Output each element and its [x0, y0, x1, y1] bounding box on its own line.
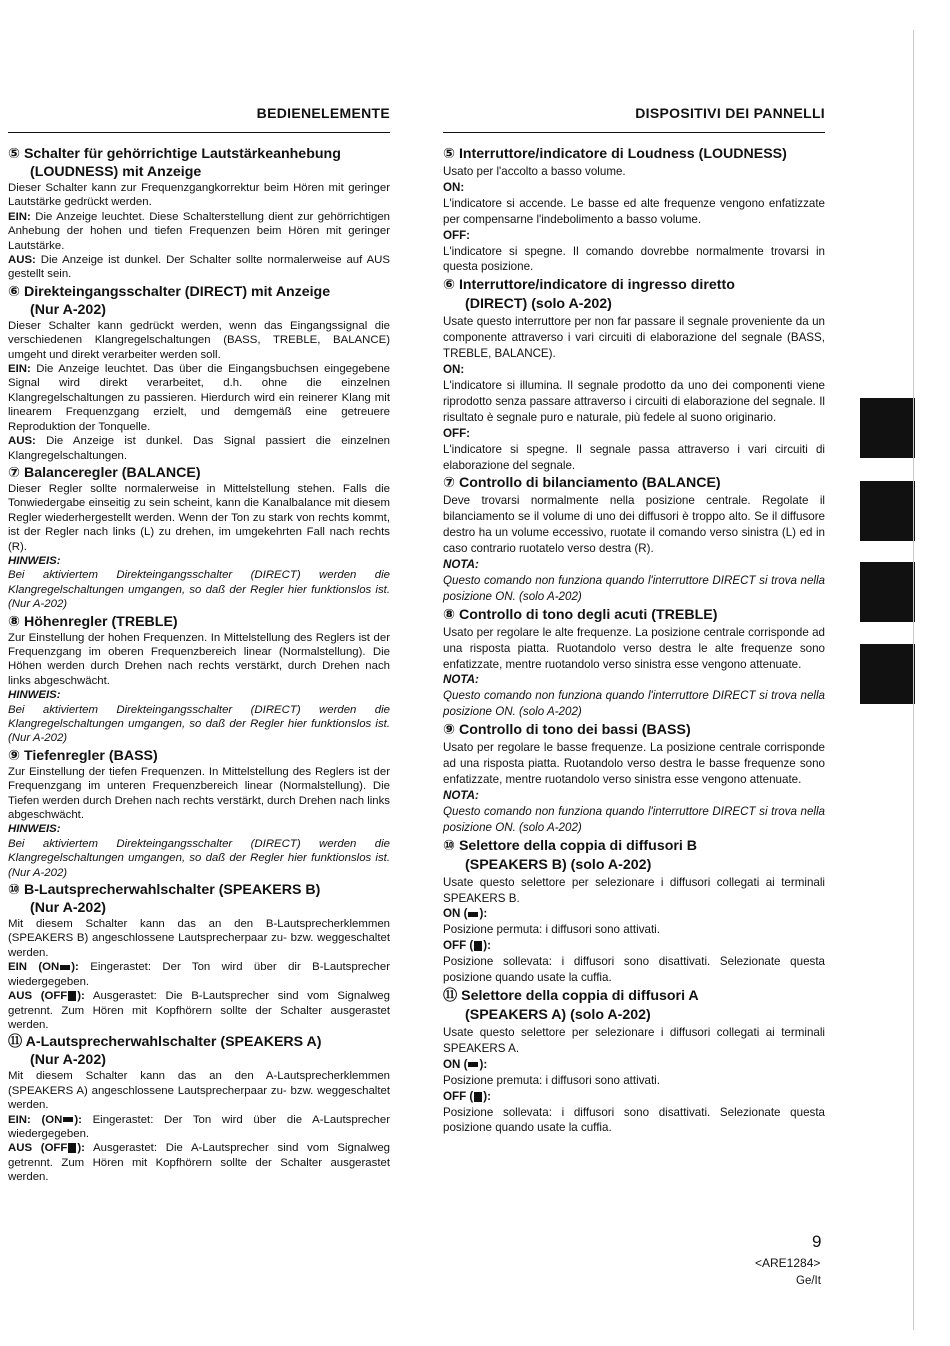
section-title-line1: ⑩ Selettore della coppia di diffusori B: [443, 837, 698, 854]
right-column-header: DISPOSITIVI DEI PANNELLI: [443, 105, 825, 133]
paragraph: [8, 181, 390, 210]
paragraph: [8, 822, 390, 836]
section-title-line2: (Nur A-202): [30, 1052, 106, 1069]
section: [443, 606, 825, 720]
paragraph: [8, 362, 390, 434]
paragraph: [443, 938, 825, 954]
section: [8, 145, 390, 282]
document-code: <ARE1284>: [755, 1256, 821, 1270]
term-label: EIN: (ON: [8, 1113, 63, 1126]
term-label: OFF (: [443, 1089, 474, 1103]
paragraph: [443, 1057, 825, 1073]
section-title-line1: ⑩ B-Lautsprecherwahlschalter (SPEAKERS B): [8, 882, 321, 899]
paragraph-text: Usate questo interruttore per non far passare il segnale proveniente da un componente attraverso i vari circuiti di elaborazione del segnale (BASS, TREBLE, BALANCE).: [443, 315, 825, 361]
section: [8, 747, 390, 880]
term-label: EIN:: [8, 210, 31, 223]
paragraph: [8, 703, 390, 746]
note-label: HINWEIS:: [8, 689, 61, 702]
term-label: AUS:: [8, 254, 36, 267]
paragraph-text: Posizione premuta: i diffusori sono attivati.: [443, 1073, 660, 1087]
paragraph: [8, 210, 390, 253]
paragraph: [443, 625, 825, 673]
term-label: AUS (OFF: [8, 1142, 68, 1155]
paragraph-text: Ausgerastet: Die A-Lautsprecher sind vom Signalweg getrennt. Zum Hören mit Kopfhörern sollte der Schalter ausgerastet werden.: [8, 1142, 390, 1184]
edge-tab-2: [860, 481, 915, 541]
paragraph-text: Ausgerastet: Die B-Lautsprecher sind vom Signalweg getrennt. Zum Hören mit Kopfhörern sollte der Schalter ausgerastet werden.: [8, 990, 390, 1031]
section: [443, 987, 825, 1136]
paragraph-text: Mit diesem Schalter kann das an den B-Lautsprecherklemmen (SPEAKERS B) angeschlossene Lautsprecherpaar zu- bzw. weggeschaltet werden.: [8, 918, 390, 959]
section-title-line1: ⑨ Controllo di tono dei bassi (BASS): [443, 722, 691, 739]
term-label: EIN (ON: [8, 961, 60, 974]
note-text: Bei aktiviertem Direkteingangsschalter (DIRECT) werden die Klangregelschaltungen umgangen, so daß der Regler hier funktionslos ist. (Nur A-202): [8, 569, 390, 611]
paragraph: [8, 1141, 390, 1184]
paragraph: [443, 1089, 825, 1105]
switch-released-icon: [474, 1092, 482, 1102]
language-code: Ge/It: [796, 1275, 821, 1287]
paragraph-text: L'indicatore si spegne. Il segnale passa attraverso i vari circuiti di elaborazione del segnale.: [443, 442, 825, 472]
term-label: OFF:: [443, 426, 471, 440]
right-column: [443, 105, 825, 1136]
section: [443, 145, 825, 275]
paragraph: [8, 568, 390, 611]
paragraph-text: Die Anzeige leuchtet. Das über die Eingangsbuchsen eingegebene Signal wird direkt verarbeitet, d.h. ohne die einzelnen Klangregelschaltungen zu passieren. Hierdurch wird ein reinerer Klang mit linearem Frequenzgang erzielt, und demgemäß eine getreuere Reproduktion der Tonquelle.: [8, 363, 390, 433]
section-title-line1: ⑪ Selettore della coppia di diffusori A: [443, 987, 699, 1004]
section-title-line2: (DIRECT) (solo A-202): [465, 296, 612, 313]
paragraph-text: L'indicatore si spegne. Il comando dovrebbe normalmente trovarsi in questa posizione.: [443, 244, 825, 274]
section-title-line1: ⑨ Tiefenregler (BASS): [8, 747, 158, 764]
paragraph: [443, 244, 825, 276]
edge-tab-1: [860, 398, 915, 458]
term-label-end: ):: [77, 990, 85, 1003]
term-label-end: ):: [74, 1113, 82, 1126]
left-column-header: BEDIENELEMENTE: [8, 105, 390, 133]
paragraph: [8, 482, 390, 554]
section-title-line1: ⑤ Schalter für gehörrichtige Lautstärkeanhebung: [8, 146, 341, 162]
paragraph: [443, 426, 825, 442]
paragraph: [443, 164, 825, 180]
paragraph: [8, 434, 390, 463]
paragraph-text: Dieser Schalter kann gedrückt werden, wenn das Eingangssignal die verschiedenen Klangregelschaltungen (BASS, TREBLE, BALANCE) umgeht und direkt verarbeiter werden soll.: [8, 319, 390, 361]
paragraph: [443, 804, 825, 836]
paragraph-text: Posizione sollevata: i diffusori sono disattivati. Selezionate questa posizione quando usate la cuffia.: [443, 955, 825, 985]
section-title: [443, 606, 825, 625]
paragraph: [8, 1113, 390, 1142]
paragraph: [443, 954, 825, 986]
note-label: NOTA:: [443, 558, 479, 572]
left-column: [8, 105, 390, 1185]
section-title: [8, 747, 390, 765]
paragraph-text: Usato per l'accolto a basso volume.: [443, 165, 626, 178]
term-label-end: ):: [77, 1142, 85, 1155]
paragraph: [443, 875, 825, 907]
paragraph-text: Posizione permuta: i diffusori sono attivati.: [443, 923, 660, 937]
switch-released-icon: [68, 1143, 76, 1153]
paragraph: [8, 253, 390, 282]
paragraph: [443, 196, 825, 228]
section-title: [8, 613, 390, 631]
note-text: Questo comando non funziona quando l'interruttore DIRECT si trova nella posizione ON. (solo A-202): [443, 689, 825, 719]
paragraph-text: Eingerastet: Der Ton wird über die A-Lautsprecher wiedergegeben.: [8, 1113, 390, 1140]
section: [443, 721, 825, 835]
paragraph: [443, 442, 825, 474]
paragraph: [443, 314, 825, 362]
paragraph: [443, 688, 825, 720]
paragraph-text: Zur Einstellung der tiefen Frequenzen. In Mittelstellung des Reglers ist der Frequenzgang im unteren Frequenzbereich linear (Normalstellung). Die Tiefen werden durch Drehen nach rechts verstärkt, durch Drehen nach links abgeschwächt.: [8, 765, 390, 822]
paragraph: [8, 1069, 390, 1112]
right-sections: [443, 145, 825, 1136]
paragraph-text: Die Anzeige ist dunkel. Das Signal passiert die einzelnen Klangregelschaltungen.: [8, 435, 390, 462]
paragraph: [8, 765, 390, 823]
paragraph-text: Dieser Regler sollte normalerweise in Mittelstellung stehen. Falls die Tonwiedergabe einseitig zu sein scheint, kann die Kanalbalance mit diesem Regler wiederhergestellt werden. Wenn der Ton zu stark von rechts kommt, ist der Regler nach links (L) zu drehen, im umgekehrten Fall nach rechts (R).: [8, 482, 390, 553]
section: [8, 613, 390, 746]
section-title-line1: ⑥ Direkteingangsschalter (DIRECT) mit Anzeige: [8, 283, 331, 300]
section-title-line1: ⑦ Controllo di bilanciamento (BALANCE): [443, 475, 721, 492]
section-title-line2: (Nur A-202): [30, 301, 106, 318]
section-title: [443, 721, 825, 740]
section-title: [8, 145, 390, 181]
term-label-end: ):: [479, 1057, 488, 1071]
paragraph-text: Mit diesem Schalter kann das an den A-Lautsprecherklemmen (SPEAKERS A) angeschlossene Lautsprecherpaar zu- bzw. weggeschaltet werden.: [8, 1070, 390, 1112]
switch-pressed-icon: [468, 912, 478, 917]
paragraph: [443, 362, 825, 378]
paragraph: [443, 922, 825, 938]
section-title-line1: ⑧ Controllo di tono degli acuti (TREBLE): [443, 606, 718, 623]
section: [8, 1033, 390, 1184]
section-title-line2: (SPEAKERS A) (solo A-202): [465, 1006, 651, 1023]
paragraph: [443, 228, 825, 244]
note-text: Questo comando non funziona quando l'interruttore DIRECT si trova nella posizione ON. (solo A-202): [443, 573, 825, 603]
paragraph-text: Usate questo selettore per selezionare i diffusori collegati ai terminali SPEAKERS A.: [443, 1025, 825, 1055]
paragraph-text: L'indicatore si illumina. Il segnale prodotto da uno dei componenti viene riprodotto senza passare attraverso i circuiti di elaborazione del segnale. Il risultato è segnale puro e naturale, più fedele al suono originario.: [443, 378, 825, 424]
paragraph: [443, 493, 825, 557]
section-title-line2: (SPEAKERS B) (solo A-202): [465, 856, 652, 873]
section-title-line1: ⑤ Interruttore/indicatore di Loudness (LOUDNESS): [443, 146, 787, 162]
note-label: HINWEIS:: [8, 823, 61, 836]
term-label-end: ):: [483, 939, 491, 953]
paragraph-text: Usate questo selettore per selezionare i diffusori collegati ai terminali SPEAKERS B.: [443, 875, 825, 905]
term-label: ON:: [443, 363, 465, 377]
section-title-line1: ⑪ A-Lautsprecherwahlschalter (SPEAKERS A): [8, 1034, 322, 1051]
edge-tab-4: [860, 644, 915, 704]
term-label: AUS (OFF: [8, 990, 68, 1003]
paragraph: [443, 1073, 825, 1089]
paragraph: [443, 672, 825, 688]
section: [8, 464, 390, 612]
switch-released-icon: [68, 991, 76, 1001]
paragraph-text: Die Anzeige leuchtet. Diese Schalterstellung dient zur gehörrichtigen Anhebung der hohen und tiefen Frequenzen beim Hören mit geringer Lautstärke.: [8, 210, 390, 252]
paragraph: [8, 631, 390, 689]
section-title-line2: (LOUDNESS) mit Anzeige: [30, 164, 202, 180]
paragraph: [443, 906, 825, 922]
note-text: Bei aktiviertem Direkteingangsschalter (DIRECT) werden die Klangregelschaltungen umgangen, so daß der Regler hier funktionslos ist. (Nur A-202): [8, 703, 390, 745]
term-label: ON (: [443, 1057, 468, 1071]
section: [8, 283, 390, 463]
section-title-line1: ⑦ Balanceregler (BALANCE): [8, 464, 201, 481]
section: [443, 837, 825, 986]
paragraph: [443, 1105, 825, 1137]
note-label: HINWEIS:: [8, 554, 61, 567]
section-title: [8, 881, 390, 917]
paragraph: [443, 378, 825, 426]
term-label-end: ):: [479, 907, 488, 921]
paragraph-text: Usato per regolare le basse frequenze. La posizione centrale corrisponde ad una risposta piatta. Ruotandolo verso destra le basse frequenze sono enfatizzate, mentre ruotandolo verso sinistra esse vengono attenuate.: [443, 741, 825, 786]
paragraph-text: Zur Einstellung der hohen Frequenzen. In Mittelstellung des Reglers ist der Frequenzgang im oberen Frequenzbereich linear (Normalstellung). Die Höhen werden durch Drehen nach rechts verstärkt, durch Drehen nach links abgeschwächt.: [8, 631, 390, 687]
paragraph-text: Posizione sollevata: i diffusori sono disattivati. Selezionate questa posizione quando usate la cuffia.: [443, 1105, 825, 1135]
paragraph: [443, 740, 825, 788]
section-title: [443, 837, 825, 875]
section-title: [8, 1033, 390, 1069]
section: [443, 276, 825, 473]
page-number: 9: [812, 1232, 822, 1251]
paragraph-text: L'indicatore si accende. Le basse ed alte frequenze vengono enfatizzate per compensarne l'indebolimento a basso volume.: [443, 196, 825, 226]
term-label: ON:: [443, 180, 465, 194]
term-label: ON (: [443, 907, 468, 921]
switch-pressed-icon: [60, 965, 70, 970]
paragraph-text: Usato per regolare le alte frequenze. La posizione centrale corrisponde ad una risposta piatta. Ruotandolo verso destra le alte frequenze sono enfatizzate, mentre ruotandolo verso sinistra esse vengono attenuate.: [443, 625, 825, 671]
section-title: [443, 987, 825, 1025]
note-label: NOTA:: [443, 788, 479, 802]
paragraph: [8, 319, 390, 362]
term-label: AUS:: [8, 435, 36, 448]
binding-line: [913, 30, 914, 1330]
paragraph: [8, 917, 390, 960]
note-text: Bei aktiviertem Direkteingangsschalter (DIRECT) werden die Klangregelschaltungen umgangen, so daß der Regler hier funktionslos ist. (Nur A-202): [8, 837, 390, 879]
section-title-line1: ⑧ Höhenregler (TREBLE): [8, 613, 178, 630]
paragraph-text: Deve trovarsi normalmente nella posizione centrale. Regolate il bilanciamento se il volume di uno dei diffusori è troppo alto. Se il diffusore destro ha un volume eccessivo, ruotate il comando verso sinistra (L) ed in caso contrario ruotatelo verso destra (R).: [443, 494, 825, 556]
section-title-line2: (Nur A-202): [30, 900, 106, 917]
section-title: [8, 283, 390, 319]
paragraph: [443, 788, 825, 804]
section: [8, 881, 390, 1032]
left-sections: [8, 145, 390, 1185]
paragraph-text: Dieser Schalter kann zur Frequenzgangkorrektur beim Hören mit geringer Lautstärke gedrückt werden.: [8, 182, 390, 209]
section-title: [443, 474, 825, 493]
switch-pressed-icon: [468, 1062, 478, 1067]
section-title: [8, 464, 390, 482]
note-label: NOTA:: [443, 673, 479, 687]
paragraph: [8, 688, 390, 702]
note-text: Questo comando non funziona quando l'interruttore DIRECT si trova nella posizione ON. (solo A-202): [443, 804, 825, 834]
edge-tab-3: [860, 562, 915, 622]
term-label-end: ):: [483, 1089, 491, 1103]
switch-released-icon: [474, 941, 482, 951]
term-label-end: ):: [71, 961, 79, 974]
paragraph: [8, 837, 390, 880]
paragraph: [443, 557, 825, 573]
paragraph: [8, 554, 390, 568]
section: [443, 474, 825, 604]
term-label: OFF:: [443, 228, 471, 242]
term-label: OFF (: [443, 939, 474, 953]
term-label: EIN:: [8, 363, 31, 376]
switch-pressed-icon: [63, 1117, 73, 1122]
paragraph: [443, 573, 825, 605]
paragraph: [8, 960, 390, 989]
paragraph: [8, 989, 390, 1032]
section-title: [443, 145, 825, 164]
section-title: [443, 276, 825, 314]
paragraph-text: Die Anzeige ist dunkel. Der Schalter sollte normalerweise auf AUS gestellt sein.: [8, 254, 390, 281]
paragraph: [443, 1025, 825, 1057]
paragraph-text: Eingerastet: Der Ton wird über dir B-Lautsprecher wiedergegeben.: [8, 961, 390, 988]
paragraph: [443, 180, 825, 196]
section-title-line1: ⑥ Interruttore/indicatore di ingresso diretto: [443, 277, 735, 294]
